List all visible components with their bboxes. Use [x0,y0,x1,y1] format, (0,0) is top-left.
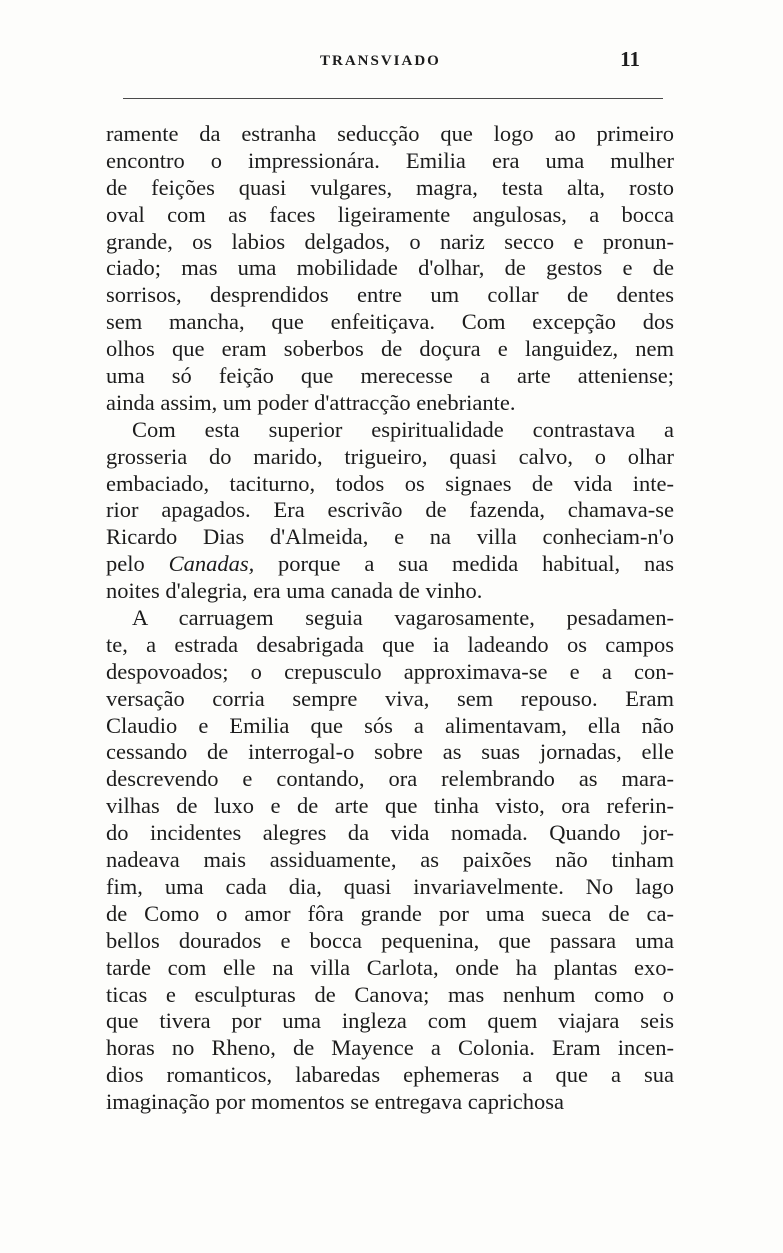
text-line: ramente da estranha seducção que logo ao primeiro [106,121,674,146]
text-line: de Como o amor fôra grande por uma sueca de ca- [106,900,674,926]
text-line: A carruagem seguia vagarosamente, pesadamen- [132,605,674,631]
text-line: vilhas de luxo e de arte que tinha visto, ora referin- [106,793,674,819]
running-title: TRANSVIADO [320,53,441,69]
text-line: noites d'alegria, era uma canada de vinho. [106,578,483,604]
text-line: do incidentes alegres da vida nomada. Quando jor- [106,820,674,846]
paragraph [106,121,674,417]
text-line: Ricardo Dias d'Almeida, e na villa conheciam-n'o [106,524,674,550]
text-line: grande, os labios delgados, o nariz secco e pronun- [106,228,674,254]
header-rule [123,98,663,99]
text-line: embaciado, taciturno, todos os signaes de vida inte- [106,470,674,496]
text-line: nadeava mais assiduamente, as paixões não tinham [106,847,674,873]
text-line: imaginação por momentos se entregava caprichosa [106,1089,564,1115]
text-line: oval com as faces ligeiramente angulosas, a bocca [106,201,674,227]
text-line: pelo Canadas, porque a sua medida habitual, nas [106,551,674,577]
text-line: despovoados; o crepusculo approximava-se e a con- [106,658,674,684]
text-line: rior apagados. Era escrivão de fazenda, chamava-se [106,497,674,523]
text-line: cessando de interrogal-o sobre as suas jornadas, elle [106,739,674,765]
text-line: fim, uma cada dia, quasi invariavelmente. No lago [106,873,674,899]
text-line: ciado; mas uma mobilidade d'olhar, de gestos e de [106,255,674,281]
text-line: te, a estrada desabrigada que ia ladeando os campos [106,631,674,657]
text-line: encontro o impressionára. Emilia era uma mulher [106,147,674,173]
text-line: olhos que eram soberbos de doçura e languidez, nem [106,336,674,362]
running-head [108,47,668,77]
text-line: descrevendo e contando, ora relembrando as mara- [106,766,674,792]
text-line: bellos dourados e bocca pequenina, que passara uma [106,927,674,953]
text-line: uma só feição que merecesse a arte atteniense; [106,363,674,389]
text-line: grosseria do marido, trigueiro, quasi calvo, o olhar [106,443,674,469]
body-text [106,121,674,1116]
text-line: ticas e esculpturas de Canova; mas nenhum como o [106,981,674,1007]
text-line: de feições quasi vulgares, magra, testa alta, rosto [106,174,674,200]
page-number: 11 [620,47,640,71]
text-line: ainda assim, um poder d'attracção enebriante. [106,389,516,415]
text-line: que tivera por uma ingleza com quem viajara seis [106,1008,674,1034]
text-line: Claudio e Emilia que sós a alimentavam, ella não [106,712,674,738]
text-line: sorrisos, desprendidos entre um collar de dentes [106,282,674,308]
text-line: horas no Rheno, de Mayence a Colonia. Eram incen- [106,1035,674,1061]
paragraph [106,605,674,1116]
text-line: sem mancha, que enfeitiçava. Com excepção dos [106,309,674,335]
text-line: dios romanticos, labaredas ephemeras a que a sua [106,1062,674,1088]
text-line: versação corria sempre viva, sem repouso. Eram [106,685,674,711]
text-line: tarde com elle na villa Carlota, onde ha plantas exo- [106,954,674,980]
paragraph [106,417,674,605]
text-line: Com esta superior espiritualidade contrastava a [132,416,674,442]
